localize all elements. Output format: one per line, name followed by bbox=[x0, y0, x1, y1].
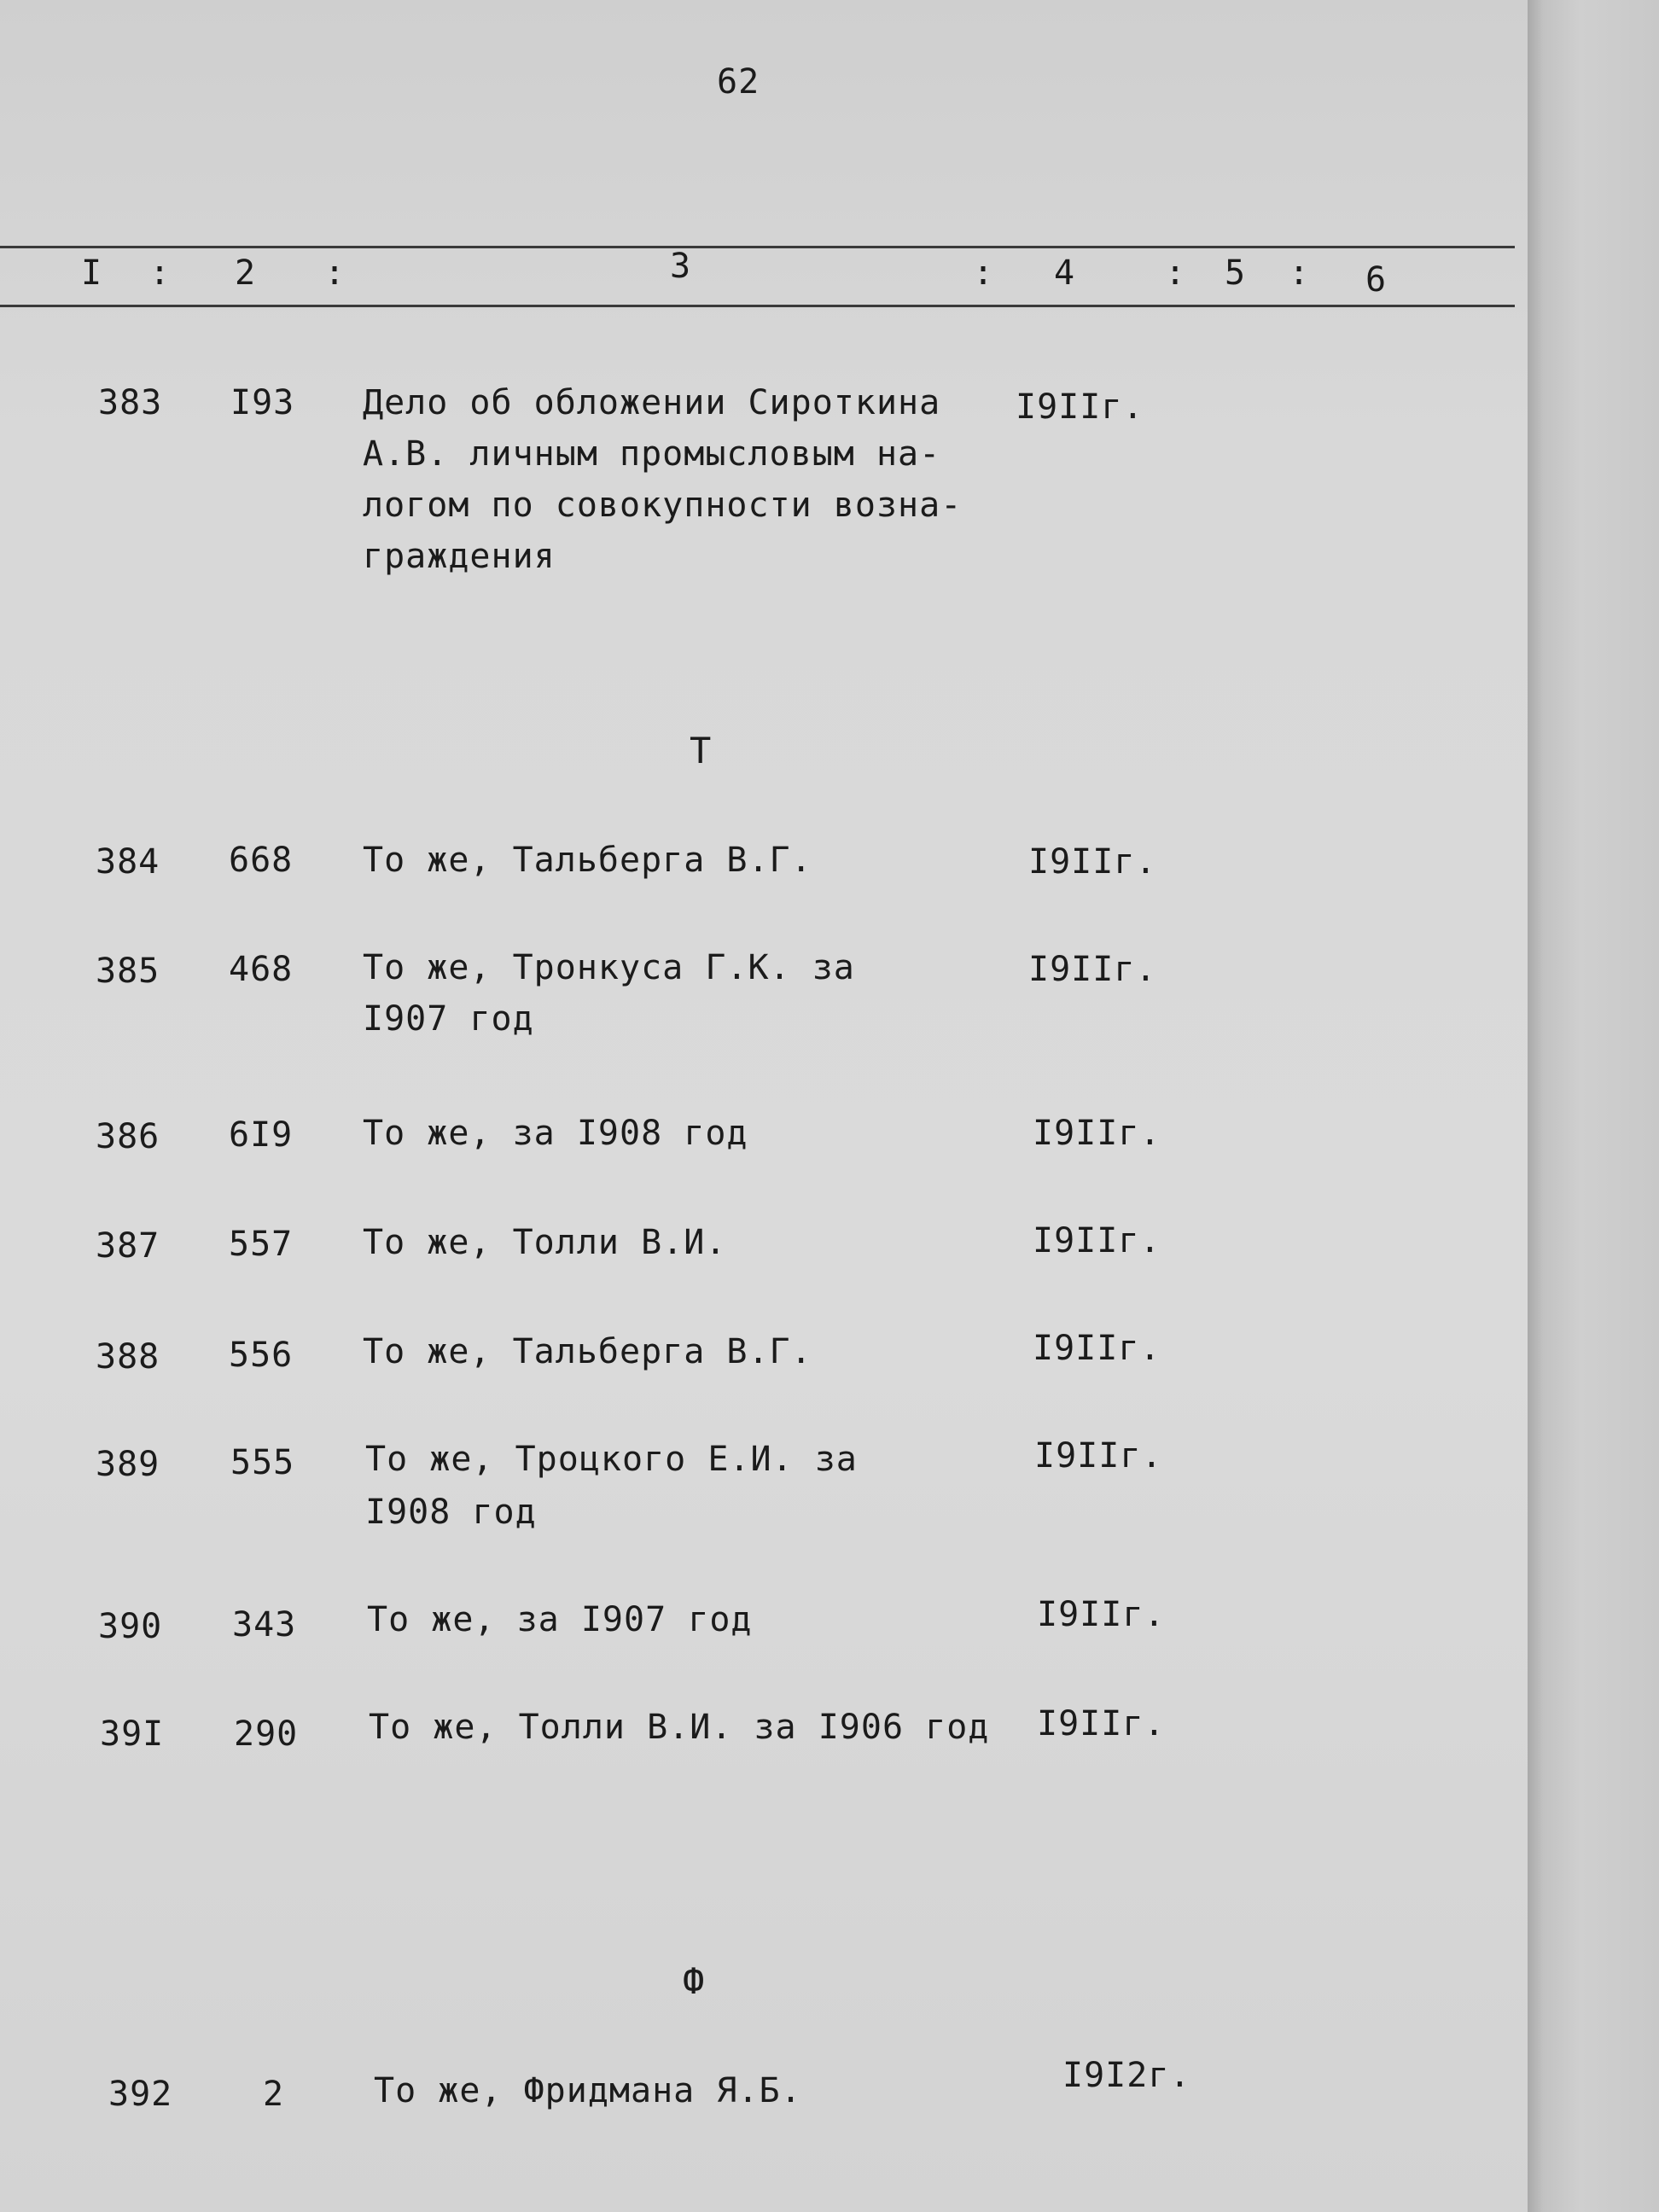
row-description-line: I907 год bbox=[363, 999, 534, 1039]
header-col-3: 3 bbox=[670, 247, 691, 286]
inventory-number: 343 bbox=[232, 1605, 297, 1644]
header-sep-2: : bbox=[324, 253, 346, 293]
header-col-6: 6 bbox=[1365, 260, 1387, 300]
row-year: I9IIг. bbox=[1033, 1329, 1161, 1368]
row-description-line: граждения bbox=[363, 537, 556, 576]
row-description-line: А.В. личным промысловым на- bbox=[363, 434, 941, 474]
header-sep-5: : bbox=[1289, 253, 1310, 293]
row-number: 387 bbox=[96, 1226, 160, 1266]
inventory-number: 555 bbox=[230, 1443, 295, 1482]
row-number: 383 bbox=[98, 383, 163, 422]
page-edge bbox=[1528, 0, 1659, 2212]
section-letter-t: Т bbox=[690, 730, 712, 771]
row-number: 388 bbox=[96, 1337, 160, 1377]
inventory-number: I93 bbox=[230, 383, 295, 422]
row-year: I9IIг. bbox=[1016, 387, 1144, 427]
row-year: I9I2г. bbox=[1062, 2056, 1191, 2095]
header-top-rule bbox=[0, 246, 1515, 248]
row-year: I9IIг. bbox=[1037, 1704, 1166, 1743]
bleed-through-mark bbox=[94, 640, 145, 666]
row-description-line: То же, Троцкого Е.И. за bbox=[365, 1440, 858, 1479]
row-number: 386 bbox=[96, 1117, 160, 1156]
row-description-line: То же, Тронкуса Г.К. за bbox=[363, 948, 855, 987]
row-description-line: I908 год bbox=[365, 1493, 537, 1532]
row-description-line: То же, за I908 год bbox=[363, 1114, 748, 1153]
row-number: 389 bbox=[96, 1445, 160, 1484]
row-year: I9IIг. bbox=[1028, 950, 1157, 989]
inventory-number: 6I9 bbox=[229, 1115, 294, 1155]
page-number: 62 bbox=[717, 62, 760, 102]
inventory-number: 2 bbox=[263, 2075, 285, 2114]
row-description-line: То же, Толли В.И. bbox=[363, 1223, 727, 1262]
header-bottom-rule bbox=[0, 305, 1515, 307]
row-number: 390 bbox=[98, 1607, 163, 1646]
row-number: 39I bbox=[100, 1714, 165, 1754]
row-description-line: То же, Фридмана Я.Б. bbox=[374, 2071, 802, 2110]
header-sep-3: : bbox=[973, 253, 994, 293]
header-col-1: I bbox=[81, 253, 102, 293]
header-col-2: 2 bbox=[235, 253, 256, 293]
row-description-line: То же, Тальберга В.Г. bbox=[363, 1332, 812, 1371]
row-year: I9IIг. bbox=[1028, 842, 1157, 882]
header-sep-1: : bbox=[149, 253, 171, 293]
inventory-number: 556 bbox=[229, 1336, 294, 1375]
header-col-5: 5 bbox=[1225, 253, 1246, 293]
header-sep-4: : bbox=[1165, 253, 1186, 293]
row-description-line: То же, Тальберга В.Г. bbox=[363, 841, 812, 880]
row-description-line: То же, Толли В.И. за I906 год bbox=[369, 1708, 990, 1747]
row-year: I9IIг. bbox=[1033, 1221, 1161, 1260]
inventory-number: 468 bbox=[229, 950, 294, 989]
row-year: I9IIг. bbox=[1033, 1114, 1161, 1153]
row-description-line: Дело об обложении Сироткина bbox=[363, 383, 941, 422]
row-description-line: То же, за I907 год bbox=[367, 1600, 753, 1639]
inventory-number: 290 bbox=[234, 1714, 299, 1754]
row-year: I9IIг. bbox=[1034, 1436, 1163, 1476]
row-number: 392 bbox=[108, 2075, 173, 2114]
header-col-4: 4 bbox=[1054, 253, 1075, 293]
inventory-number: 557 bbox=[229, 1225, 294, 1264]
row-number: 385 bbox=[96, 952, 160, 991]
row-description-line: логом по совокупности возна- bbox=[363, 486, 963, 525]
inventory-number: 668 bbox=[229, 841, 294, 880]
row-number: 384 bbox=[96, 842, 160, 882]
row-year: I9IIг. bbox=[1037, 1595, 1166, 1634]
section-letter-f: Ф bbox=[683, 1960, 705, 2002]
